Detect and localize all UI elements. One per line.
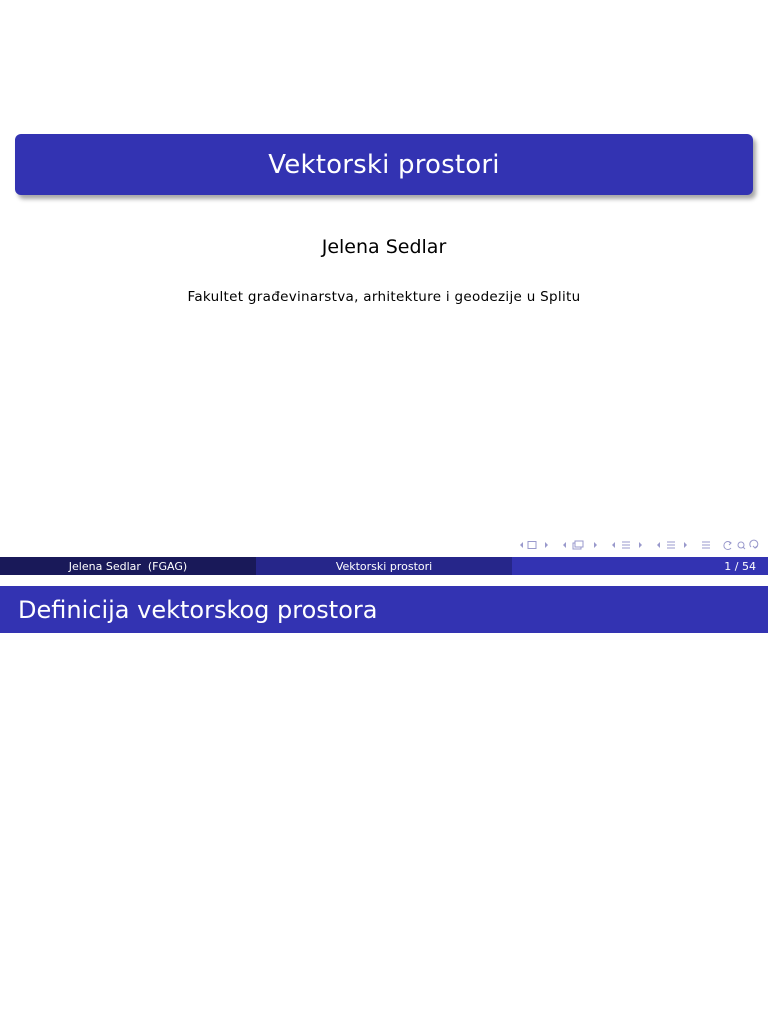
subsubsection-nav-icon[interactable] xyxy=(654,539,690,551)
footer-bar xyxy=(0,557,768,575)
presentation-title: Vektorski prostori xyxy=(268,149,500,180)
footer-author xyxy=(0,557,256,575)
footer-title xyxy=(256,557,512,575)
frame-nav-icon[interactable] xyxy=(517,539,551,551)
search-nav-icon[interactable] xyxy=(722,539,760,551)
title-box xyxy=(15,134,753,195)
navigation-symbols xyxy=(517,538,760,552)
footer-page xyxy=(512,557,768,575)
author-name: Jelena Sedlar xyxy=(321,236,447,258)
footer-author-text: Jelena Sedlar (FGAG) xyxy=(68,559,188,573)
footer-title-text: Vektorski prostori xyxy=(335,559,433,573)
frame-title: Definicija vektorskog prostora xyxy=(18,595,378,624)
page-number: 1 / 54 xyxy=(724,559,756,573)
frame-title-bar xyxy=(0,586,768,633)
section-nav-icon[interactable] xyxy=(609,539,645,551)
institute-name: Fakultet građevinarstva, arhitekture i geodezije u Splitu xyxy=(187,289,581,305)
align-icon[interactable] xyxy=(699,539,713,551)
subsection-nav-icon[interactable] xyxy=(560,539,600,551)
